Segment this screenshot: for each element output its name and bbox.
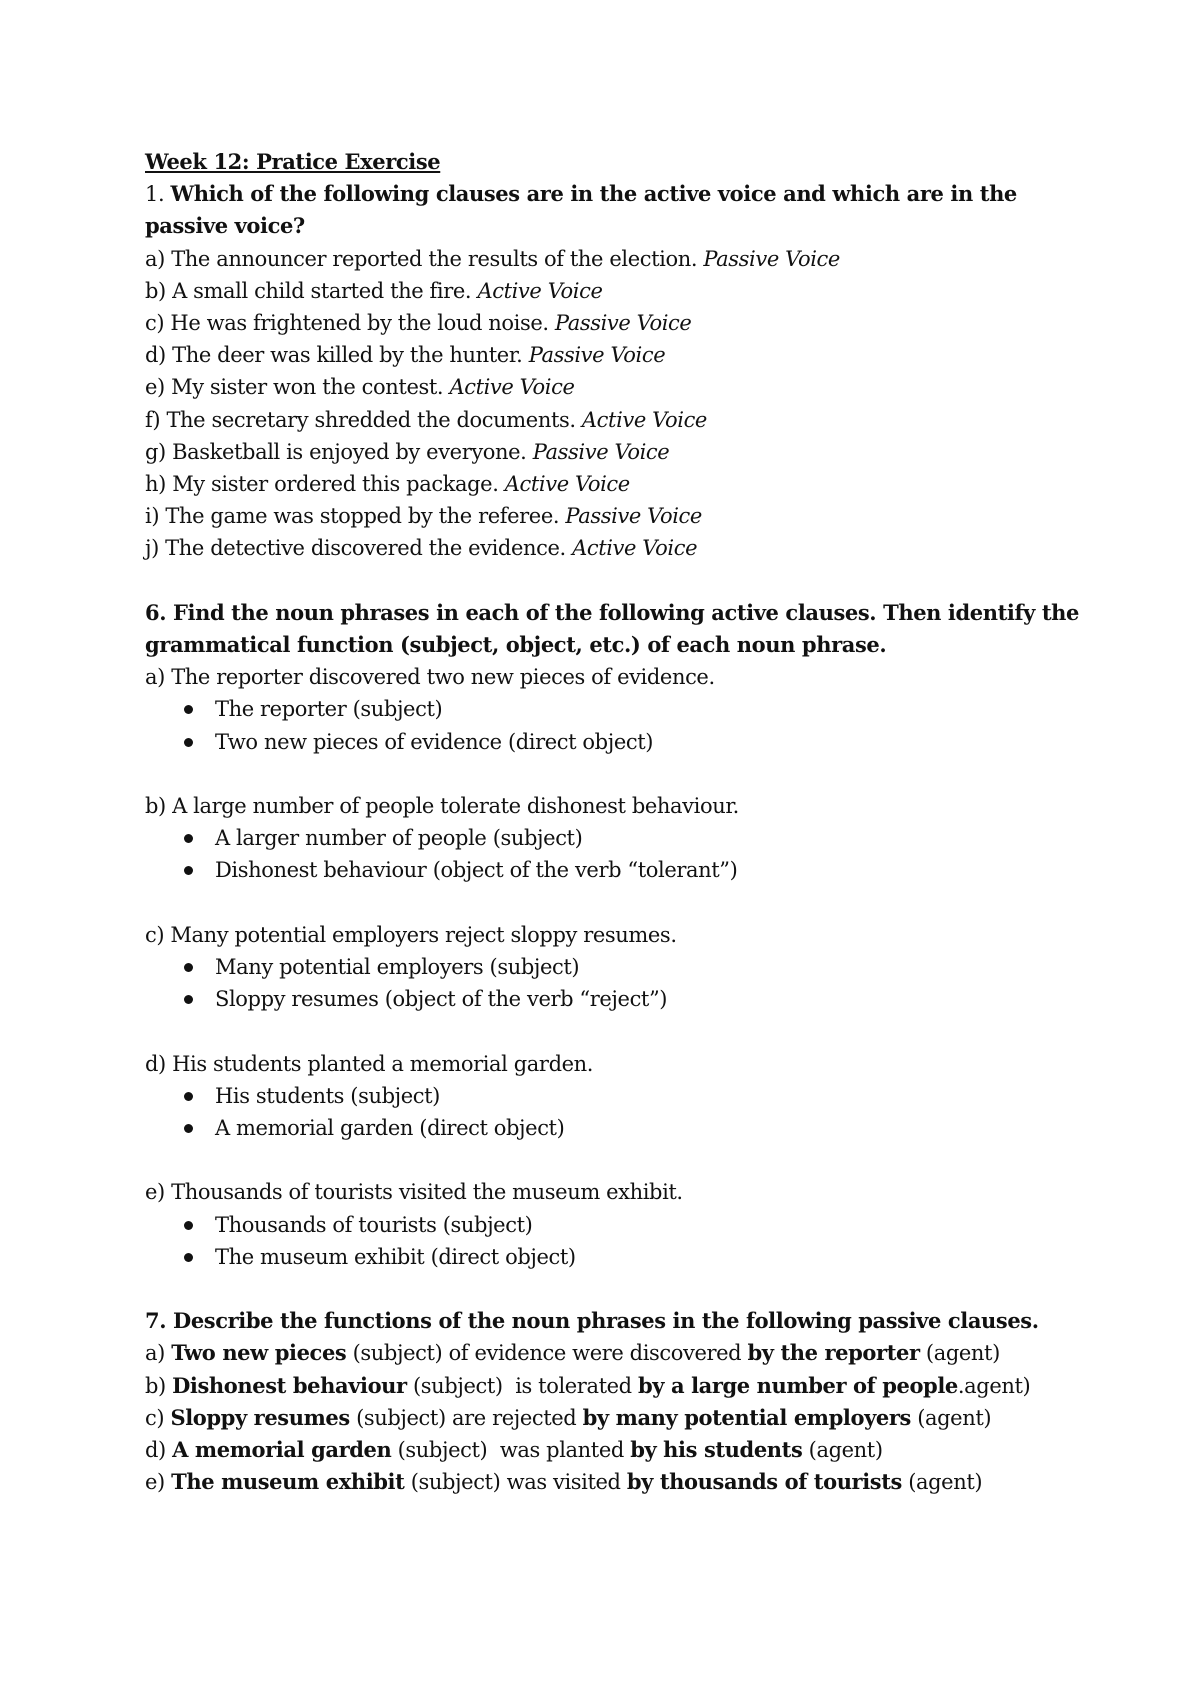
clause-text: f) The secretary shredded the documents. — [145, 407, 582, 432]
question-6-item-c — [145, 919, 1065, 1016]
subject-phrase: Sloppy resumes — [170, 1404, 350, 1430]
clause-text: b) A small child started the fire. — [145, 278, 478, 303]
list-item — [145, 307, 1065, 339]
subject-phrase: Dishonest behaviour — [172, 1372, 407, 1398]
list-item — [145, 1466, 1065, 1498]
list-item — [145, 436, 1065, 468]
list-item — [184, 1241, 1065, 1273]
list-item — [184, 1080, 1065, 1112]
agent-phrase: by thousands of tourists — [626, 1469, 902, 1495]
clause-middle: (subject) is tolerated — [406, 1373, 638, 1398]
list-item — [145, 275, 1065, 307]
clause-text: e) My sister won the contest. — [145, 375, 450, 400]
list-item — [184, 1209, 1065, 1241]
clause-text: i) The game was stopped by the referee. — [145, 504, 566, 529]
bullet-icon — [184, 1253, 193, 1262]
clause-text: e) Thousands of tourists visited the museum exhibit. — [145, 1180, 683, 1205]
voice-answer: Passive Voice — [554, 311, 692, 336]
list-item — [145, 404, 1065, 436]
agent-phrase: by a large number of people — [637, 1372, 958, 1398]
question-6-item-e — [145, 1176, 1065, 1273]
clause-text: b) A large number of people tolerate dishonest behaviour. — [145, 794, 739, 819]
question-6-item-d — [145, 1048, 1065, 1145]
clause-text: h) My sister ordered this package. — [145, 472, 505, 497]
voice-answer: Active Voice — [504, 472, 630, 497]
noun-phrase: Dishonest behaviour (object of the verb “tolerant”) — [215, 858, 738, 883]
clause-text: c) Many potential employers reject sloppy resumes. — [145, 922, 677, 947]
list-item — [145, 1402, 1065, 1434]
noun-phrase: Two new pieces of evidence (direct object) — [215, 729, 654, 754]
question-6-prompt-line-2: grammatical function (subject, object, etc.) of each noun phrase. — [145, 632, 887, 658]
noun-phrase: The reporter (subject) — [215, 697, 443, 722]
question-1-number: 1. — [145, 182, 171, 207]
bullet-list — [145, 822, 1065, 886]
bullet-icon — [184, 1092, 193, 1101]
list-item — [145, 532, 1065, 564]
clause-text: g) Basketball is enjoyed by everyone. — [145, 439, 533, 464]
function-label: (agent) — [910, 1405, 992, 1430]
voice-answer: Active Voice — [477, 278, 603, 303]
paragraph-spacer — [145, 1015, 1065, 1047]
bullet-list — [145, 1209, 1065, 1273]
clause-middle: (subject) are rejected — [349, 1405, 583, 1430]
bullet-icon — [184, 1221, 193, 1230]
function-label: .agent) — [957, 1373, 1031, 1398]
clause-middle: (subject) was planted — [391, 1438, 631, 1463]
list-item — [184, 822, 1065, 854]
bullet-icon — [184, 705, 193, 714]
list-item — [184, 726, 1065, 758]
paragraph-spacer — [145, 565, 1065, 597]
voice-answer: Passive Voice — [565, 504, 702, 529]
paragraph-spacer — [145, 887, 1065, 919]
paragraph-spacer — [145, 758, 1065, 790]
subject-phrase: A memorial garden — [172, 1437, 392, 1463]
question-7-list — [145, 1337, 1065, 1498]
list-item — [145, 243, 1065, 275]
subject-phrase: The museum exhibit — [171, 1469, 405, 1495]
voice-answer: Active Voice — [581, 407, 707, 432]
agent-phrase: by many potential employers — [582, 1404, 911, 1430]
clause-text: d) The deer was killed by the hunter. — [145, 343, 529, 368]
question-1-prompt — [145, 178, 1065, 242]
list-item — [184, 1112, 1065, 1144]
agent-phrase: by his students — [630, 1437, 803, 1463]
agent-phrase: by the reporter — [747, 1340, 920, 1366]
bullet-icon — [184, 995, 193, 1004]
noun-phrase: Sloppy resumes (object of the verb “reject”) — [215, 987, 668, 1012]
question-6-item-b — [145, 790, 1065, 887]
bullet-icon — [184, 834, 193, 843]
item-letter: c) — [145, 1405, 171, 1430]
item-letter: d) — [145, 1438, 173, 1463]
paragraph-spacer — [145, 1273, 1065, 1305]
item-letter: e) — [145, 1470, 172, 1495]
clause-text: a) The reporter discovered two new pieces of evidence. — [145, 665, 715, 690]
bullet-list — [145, 1080, 1065, 1144]
item-letter: b) — [145, 1373, 173, 1398]
clause-text: c) He was frightened by the loud noise. — [145, 311, 555, 336]
page-title: Week 12: Pratice Exercise — [145, 149, 441, 174]
paragraph-spacer — [145, 1144, 1065, 1176]
list-item — [184, 951, 1065, 983]
question-1-list — [145, 243, 1065, 565]
clause-text: j) The detective discovered the evidence. — [145, 536, 573, 561]
clause-text: d) His students planted a memorial garden. — [145, 1051, 594, 1076]
noun-phrase: A memorial garden (direct object) — [215, 1116, 565, 1141]
list-item — [184, 983, 1065, 1015]
noun-phrase: Thousands of tourists (subject) — [215, 1212, 533, 1237]
list-item — [145, 1370, 1065, 1402]
list-item — [145, 468, 1065, 500]
voice-answer: Passive Voice — [703, 246, 840, 271]
list-item — [145, 1434, 1065, 1466]
noun-phrase: A larger number of people (subject) — [215, 826, 583, 851]
clause-middle: (subject) was visited — [404, 1470, 627, 1495]
bullet-icon — [184, 738, 193, 747]
bullet-list — [145, 951, 1065, 1015]
voice-answer: Active Voice — [572, 536, 698, 561]
noun-phrase: Many potential employers (subject) — [215, 955, 580, 980]
noun-phrase: His students (subject) — [215, 1083, 440, 1108]
subject-phrase: Two new pieces — [171, 1340, 347, 1366]
voice-answer: Passive Voice — [528, 343, 666, 368]
function-label: (agent) — [802, 1438, 883, 1463]
question-6-item-a — [145, 661, 1065, 758]
bullet-icon — [184, 866, 193, 875]
list-item — [145, 371, 1065, 403]
list-item — [145, 500, 1065, 532]
bullet-icon — [184, 1124, 193, 1133]
clause-text: a) The announcer reported the results of the election. — [145, 246, 704, 271]
question-1-text: Which of the following clauses are in the active voice and which are in the passive voice? — [145, 181, 1017, 239]
list-item — [145, 339, 1065, 371]
question-7-prompt: 7. Describe the functions of the noun phrases in the following passive clauses. — [145, 1308, 1039, 1334]
function-label: (agent) — [919, 1341, 1000, 1366]
list-item — [145, 1337, 1065, 1369]
clause-middle: (subject) of evidence were discovered — [346, 1341, 748, 1366]
bullet-icon — [184, 963, 193, 972]
document-page — [145, 146, 1079, 1498]
question-6-prompt-line-1: 6. Find the noun phrases in each of the following active clauses. Then identify the — [145, 599, 1079, 625]
function-label: (agent) — [901, 1470, 983, 1495]
noun-phrase: The museum exhibit (direct object) — [215, 1244, 576, 1269]
list-item — [184, 854, 1065, 886]
bullet-list — [145, 693, 1065, 757]
item-letter: a) — [145, 1341, 172, 1366]
voice-answer: Passive Voice — [532, 439, 670, 464]
voice-answer: Active Voice — [449, 375, 575, 400]
list-item — [184, 693, 1065, 725]
